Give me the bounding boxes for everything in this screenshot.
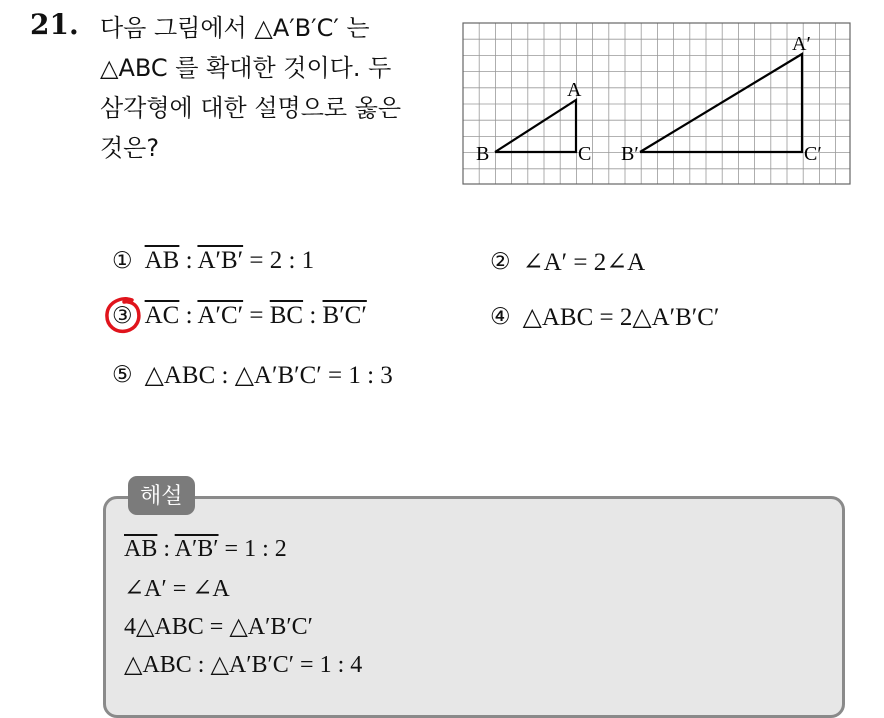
- question-text-line: 것은?: [100, 134, 160, 162]
- choice-number: ⑤: [112, 362, 133, 388]
- answer-circle-mark: [102, 294, 144, 336]
- solution-box: [103, 496, 845, 718]
- label-c-prime: C′: [804, 143, 822, 165]
- choice-1[interactable]: [112, 247, 314, 275]
- label-c: C: [578, 143, 592, 165]
- solution-label: 해설: [128, 476, 195, 515]
- question-number: 21.: [30, 8, 79, 41]
- expression-text: :: [179, 247, 198, 274]
- expression-text: =: [243, 302, 270, 329]
- solution-ratio: = 1 : 2: [218, 536, 287, 562]
- expression-text: ∠A′ = 2∠A: [522, 249, 646, 276]
- solution-line-3: 4△ABC = △A′B′C′: [124, 614, 313, 640]
- label-b-prime: B′: [621, 143, 639, 165]
- expression-text: = 2 : 1: [243, 247, 315, 274]
- label-b: B: [476, 143, 490, 165]
- choice-text: [523, 302, 720, 332]
- question-text-line: 삼각형에 대한 설명으로 옳은: [100, 94, 402, 122]
- solution-line-1: [124, 536, 287, 563]
- choice-number: ④: [490, 304, 511, 330]
- solution-segment-a-prime-b-prime: A′B′: [174, 536, 219, 562]
- expression-text: :: [303, 302, 323, 329]
- segment-label: $\overline{BC}$: [269, 302, 304, 329]
- label-a: A: [567, 79, 582, 101]
- choice-3[interactable]: [112, 302, 367, 330]
- segment-label: $\overline{AC}$: [144, 302, 180, 329]
- question-text-line: △ABC 를 확대한 것이다. 두: [100, 54, 392, 82]
- label-a-prime: A′: [792, 33, 811, 55]
- choice-text: [145, 302, 367, 330]
- solution-separator: :: [157, 536, 175, 562]
- choice-number: ③: [112, 303, 133, 329]
- solution-segment-ab: $\overline{AB}$: [124, 536, 158, 562]
- segment-label: A′B′: [197, 247, 244, 274]
- expression-text: △ABC = 2△A′B′C′: [522, 304, 720, 331]
- choice-text: [145, 360, 393, 390]
- segment-label: B′C′: [322, 302, 367, 329]
- choice-number: ①: [112, 248, 133, 274]
- expression-text: △ABC : △A′B′C′ = 1 : 3: [144, 362, 393, 389]
- question-text-line: 다음 그림에서 △A′B′C′ 는: [100, 14, 370, 42]
- solution-line-4: △ABC : △A′B′C′ = 1 : 4: [124, 652, 363, 678]
- choice-4[interactable]: [490, 302, 719, 332]
- question-text: [100, 8, 440, 168]
- triangle-abc: [495, 100, 576, 152]
- expression-text: :: [179, 302, 198, 329]
- choice-2[interactable]: [490, 247, 645, 277]
- solution-line-2: ∠A′ = ∠A: [124, 576, 230, 602]
- choice-5[interactable]: [112, 360, 393, 390]
- triangle-a-prime-b-prime-c-prime: [640, 54, 802, 152]
- segment-label: $\overline{AB}$: [144, 247, 180, 274]
- triangle-grid-figure: [462, 22, 852, 186]
- segment-label: A′C′: [197, 302, 244, 329]
- choice-text: [145, 247, 315, 275]
- choice-number: ②: [490, 249, 511, 275]
- choice-text: [523, 247, 646, 277]
